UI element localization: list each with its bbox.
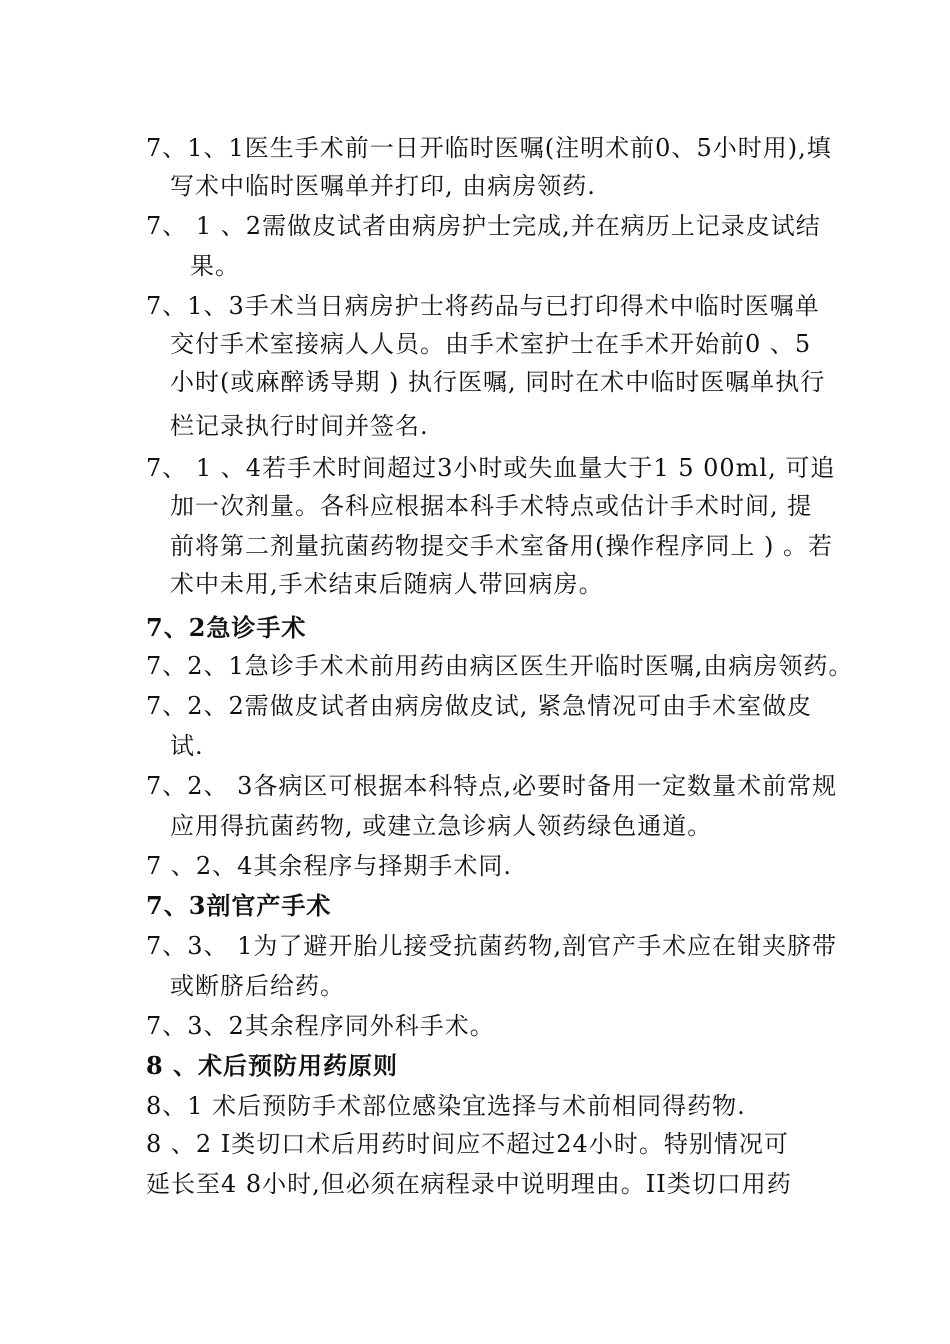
paragraph-7-2-2: 7、2、2需做皮试者由病房做皮试, 紧急情况可由手术室做皮 (146, 692, 813, 720)
paragraph-7-1-3-cont: 栏记录执行时间并签名. (170, 412, 429, 440)
paragraph-7-3-1: 7、3、 1为了避开胎儿接受抗菌药物,剖官产手术应在钳夹脐带 (146, 932, 838, 960)
paragraph-7-1-3-cont: 交付手术室接病人人员。由手术室护士在手术开始前0 、5 (170, 330, 812, 358)
paragraph-7-3-1-cont: 或断脐后给药。 (170, 972, 345, 1000)
heading-7-2: 7、2急诊手术 (146, 613, 307, 642)
paragraph-7-1-3-cont: 小时(或麻醉诱导期 ) 执行医嘱, 同时在术中临时医嘱单执行 (170, 368, 826, 396)
paragraph-7-1-2: 7、 1 、2需做皮试者由病房护士完成,并在病历上记录皮试结 (146, 212, 821, 240)
paragraph-7-1-4-cont: 加一次剂量。各科应根据本科手术特点或估计手术时间, 提 (170, 492, 813, 520)
paragraph-7-2-3: 7、2、 3各病区可根据本科特点,必要时备用一定数量术前常规 (146, 772, 838, 800)
paragraph-8-1: 8、1 术后预防手术部位感染宜选择与术前相同得药物. (146, 1092, 746, 1120)
paragraph-8-2-cont: 延长至4 8小时,但必须在病程录中说明理由。ⅠⅠ类切口用药 (146, 1170, 792, 1198)
paragraph-7-1-1-cont: 写术中临时医嘱单并打印, 由病房领药. (170, 172, 596, 200)
paragraph-7-2-4: 7 、2、4其余程序与择期手术同. (146, 852, 513, 880)
paragraph-8-2: 8 、2 Ⅰ类切口术后用药时间应不超过24小时。特别情况可 (146, 1130, 789, 1158)
paragraph-7-2-3-cont: 应用得抗菌药物, 或建立急诊病人领药绿色通道。 (170, 812, 713, 840)
paragraph-7-1-4: 7、 1 、4若手术时间超过3小时或失血量大于1 5 00ml, 可追 (146, 454, 836, 482)
paragraph-7-3-2: 7、3、2其余程序同外科手术。 (146, 1012, 495, 1040)
paragraph-7-1-4-cont: 前将第二剂量抗菌药物提交手术室备用(操作程序同上 ) 。若 (170, 532, 833, 560)
paragraph-7-1-3: 7、1、3手术当日病房护士将药品与已打印得术中临时医嘱单 (146, 292, 820, 320)
paragraph-7-2-2-cont: 试. (170, 732, 204, 760)
paragraph-7-1-2-cont: 果。 (190, 252, 240, 280)
paragraph-7-2-1: 7、2、1急诊手术术前用药由病区医生开临时医嘱,由病房领药。 (146, 652, 854, 680)
heading-7-3: 7、3剖官产手术 (146, 891, 332, 920)
paragraph-7-1-4-cont: 术中未用,手术结束后随病人带回病房。 (170, 570, 604, 598)
paragraph-7-1-1: 7、1、1医生手术前一日开临时医嘱(注明术前0、5小时用),填 (146, 134, 832, 162)
heading-8: 8 、术后预防用药原则 (146, 1051, 399, 1080)
